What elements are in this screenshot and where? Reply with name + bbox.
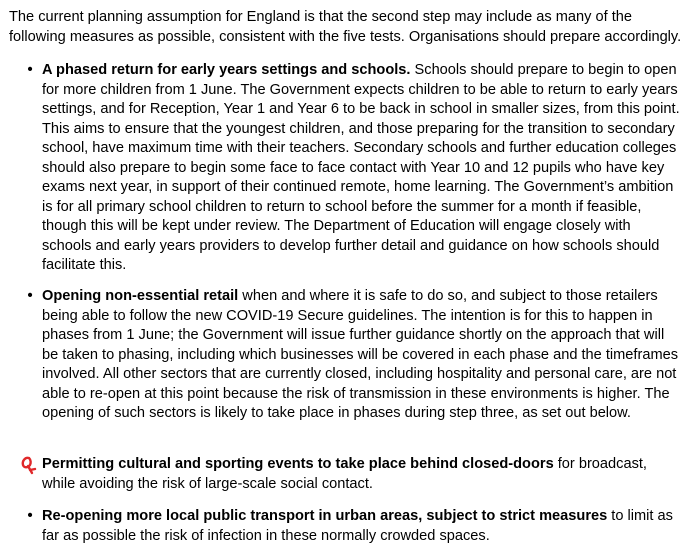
bullet-glyph: •	[27, 62, 33, 78]
bullet-item-heading: Opening non-essential retail	[42, 288, 239, 304]
bullet-item-heading: A phased return for early years settings and schools.	[42, 62, 411, 78]
bullet-glyph: •	[27, 508, 33, 524]
bullet-item-heading: Re-opening more local public transport in urban areas, subject to strict measures	[42, 508, 608, 524]
bullet-item-body: when and where it is safe to do so, and subject to those retailers being able to follow the new COVID-19 Secure guidelines. The intention is for this to happen in phases from 1 June; the Government will issue further guidance shortly on the approach that will be taken to phasing, including which businesses will be covered in each phase and the timeframes involved. All other sectors that are currently closed, including hospitality and personal care, are not able to re-open at this point because the risk of transmission in these environments is higher. The opening of such sectors is likely to take place in phases during step three, as set out below.	[42, 288, 679, 421]
bullet-item-closed-door-events	[42, 455, 660, 494]
bullet-item-phased-return	[27, 61, 682, 276]
bullet-item-public-transport	[27, 507, 682, 546]
bullet-item-body: to limit as far as possible the risk of infection in these normally crowded spaces.	[42, 508, 673, 544]
intro-paragraph: The current planning assumption for England is that the second step may include as many of the following measures as possible, consistent with the five tests. Organisations should prepare accordingly.	[9, 9, 682, 45]
bullet-item-body: for broadcast, while avoiding the risk of large-scale social contact.	[42, 456, 647, 492]
bullet-item-non-essential-retail	[27, 287, 682, 424]
bullet-item-body: Schools should prepare to begin to open for more children from 1 June. The Government expects children to be able to return to early years settings, and for Reception, Year 1 and Year 6 to be back in school in smaller sizes, from this point. This aims to ensure that the youngest children, and those preparing for the transition to secondary school, have maximum time with their teachers. Secondary schools and further education colleges should also prepare to begin some face to face contact with Year 10 and 12 pupils who have key exams next year, in support of their continued remote, home learning. The Government’s ambition is for all primary school children to return to school before the summer for a month if feasible, though this will be kept under review. The Department of Education will engage closely with schools and early years providers to develop further detail and guidance on how schools should facilitate this.	[42, 62, 680, 273]
bullet-glyph: •	[27, 288, 33, 304]
bullet-item-heading: Permitting cultural and sporting events to take place behind closed-doors	[42, 456, 554, 472]
red-handwritten-marker-icon	[18, 455, 38, 475]
